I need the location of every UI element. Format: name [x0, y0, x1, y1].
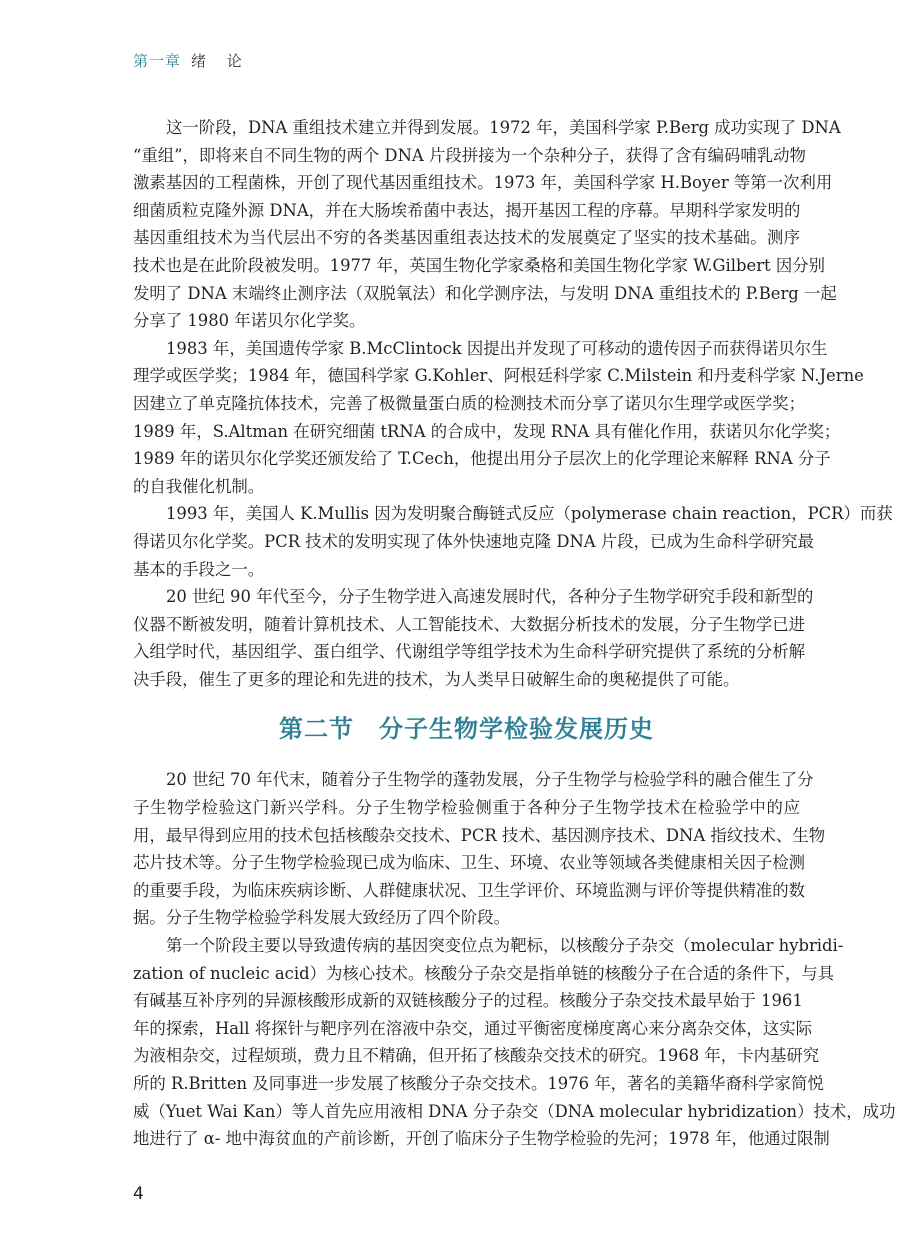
page-body — [133, 114, 896, 1153]
text-line: 年的探索，Hall 将探针与靶序列在溶液中杂交，通过平衡密度梯度离心来分离杂交体，这实际 — [133, 1018, 812, 1038]
section-heading: 第二节 分子生物学检验发展历史 — [279, 715, 654, 744]
text-line: 分享了 1980 年诺贝尔化学奖。 — [133, 311, 366, 331]
text-line: 20 世纪 70 年代末，随着分子生物学的蓬勃发展，分子生物学与检验学科的融合催生了分 — [166, 770, 814, 790]
text-line: 有碱基互补序列的异源核酸形成新的双链核酸分子的过程。核酸分子杂交技术最早始于 1961 — [133, 991, 803, 1011]
paragraph — [133, 932, 896, 1153]
text-line: 发明了 DNA 末端终止测序法（双脱氧法）和化学测序法，与发明 DNA 重组技术的 P.Berg 一起 — [133, 283, 837, 303]
chapter-title: 绪 论 — [191, 52, 250, 70]
text-line: 据。分子生物学检验学科发展大致经历了四个阶段。 — [133, 908, 510, 928]
text-line: 因建立了单克隆抗体技术，完善了极微量蛋白质的检测技术而分享了诺贝尔生理学或医学奖； — [133, 393, 806, 413]
page-number: 4 — [133, 1184, 144, 1204]
text-line: 1989 年，S.Altman 在研究细菌 tRNA 的合成中，发现 RNA 具有催化作用，获诺贝尔化学奖； — [133, 421, 841, 441]
text-line: 第一个阶段主要以导致遗传病的基因突变位点为靶标，以核酸分子杂交（molecular hybridi- — [166, 936, 844, 956]
running-head — [133, 50, 250, 71]
paragraph — [133, 766, 826, 932]
text-line: 用，最早得到应用的技术包括核酸杂交技术、PCR 技术、基因测序技术、DNA 指纹技术、生物 — [133, 825, 826, 845]
text-line: 决手段，催生了更多的理论和先进的技术，为人类早日破解生命的奥秘提供了可能。 — [133, 669, 740, 689]
text-line: 子生物学检验这门新兴学科。分子生物学检验侧重于各种分子生物学技术在检验学中的应 — [133, 798, 800, 818]
text-line: 细菌质粒克隆外源 DNA，并在大肠埃希菌中表达，揭开基因工程的序幕。早期科学家发明的 — [133, 200, 801, 220]
text-line: 20 世纪 90 年代至今，分子生物学进入高速发展时代，各种分子生物学研究手段和新型的 — [166, 587, 814, 607]
text-line: 的自我催化机制。 — [133, 476, 265, 496]
text-line: “重组”，即将来自不同生物的两个 DNA 片段拼接为一个杂种分子，获得了含有编码哺乳动物 — [133, 145, 806, 165]
text-line: 的重要手段，为临床疾病诊断、人群健康状况、卫生学评价、环境监测与评价等提供精准的数 — [133, 880, 806, 900]
paragraph — [133, 583, 814, 693]
text-line: 1983 年，美国遗传学家 B.McClintock 因提出并发现了可移动的遗传因子而获得诺贝尔生 — [166, 338, 828, 358]
text-line: 芯片技术等。分子生物学检验现已成为临床、卫生、环境、农业等领域各类健康相关因子检测 — [133, 853, 806, 873]
text-line: 仪器不断被发明，随着计算机技术、人工智能技术、大数据分析技术的发展，分子生物学已进 — [133, 614, 806, 634]
text-line: 地进行了 α- 地中海贫血的产前诊断，开创了临床分子生物学检验的先河；1978 年，他通过限制 — [133, 1129, 830, 1149]
text-line: 所的 R.Britten 及同事进一步发展了核酸分子杂交技术。1976 年，著名的美籍华裔科学家简悦 — [133, 1074, 824, 1093]
text-line: zation of nucleic acid）为核心技术。核酸分子杂交是指单链的核酸分子在合适的条件下，与具 — [133, 963, 835, 983]
text-line: 1993 年，美国人 K.Mullis 因为发明聚合酶链式反应（polymerase chain reaction，PCR）而获 — [166, 504, 893, 524]
text-line: 激素基因的工程菌株，开创了现代基因重组技术。1973 年，美国科学家 H.Boyer 等第一次利用 — [133, 173, 833, 193]
text-line: 1989 年的诺贝尔化学奖还颁发给了 T.Cech，他提出用分子层次上的化学理论来解释 RNA 分子 — [133, 449, 831, 469]
text-line: 理学或医学奖；1984 年，德国科学家 G.Kohler、阿根廷科学家 C.Milstein 和丹麦科学家 N.Jerne — [133, 366, 864, 386]
text-line: 基因重组技术为当代层出不穷的各类基因重组表达技术的发展奠定了坚实的技术基础。测序 — [133, 228, 800, 248]
text-line: 技术也是在此阶段被发明。1977 年，英国生物化学家桑格和美国生物化学家 W.Gilbert 因分别 — [133, 255, 826, 275]
text-line: 得诺贝尔化学奖。PCR 技术的发明实现了体外快速地克隆 DNA 片段，已成为生命科学研究最 — [133, 531, 814, 551]
text-line: 基本的手段之一。 — [133, 559, 265, 579]
paragraph — [133, 500, 893, 583]
text-line: 入组学时代，基因组学、蛋白组学、代谢组学等组学技术为生命科学研究提供了系统的分析解 — [133, 642, 806, 662]
text-line: 威（Yuet Wai Kan）等人首先应用液相 DNA 分子杂交（DNA molecular hybridization）技术，成功 — [133, 1101, 896, 1121]
paragraph — [133, 335, 864, 501]
paragraph — [133, 114, 841, 335]
text-line: 这一阶段，DNA 重组技术建立并得到发展。1972 年，美国科学家 P.Berg 成功实现了 DNA — [166, 118, 841, 137]
text-line: 为液相杂交，过程烦琐，费力且不精确，但开拓了核酸杂交技术的研究。1968 年，卡内基研究 — [133, 1046, 820, 1066]
chapter-label: 第一章 — [133, 52, 182, 70]
